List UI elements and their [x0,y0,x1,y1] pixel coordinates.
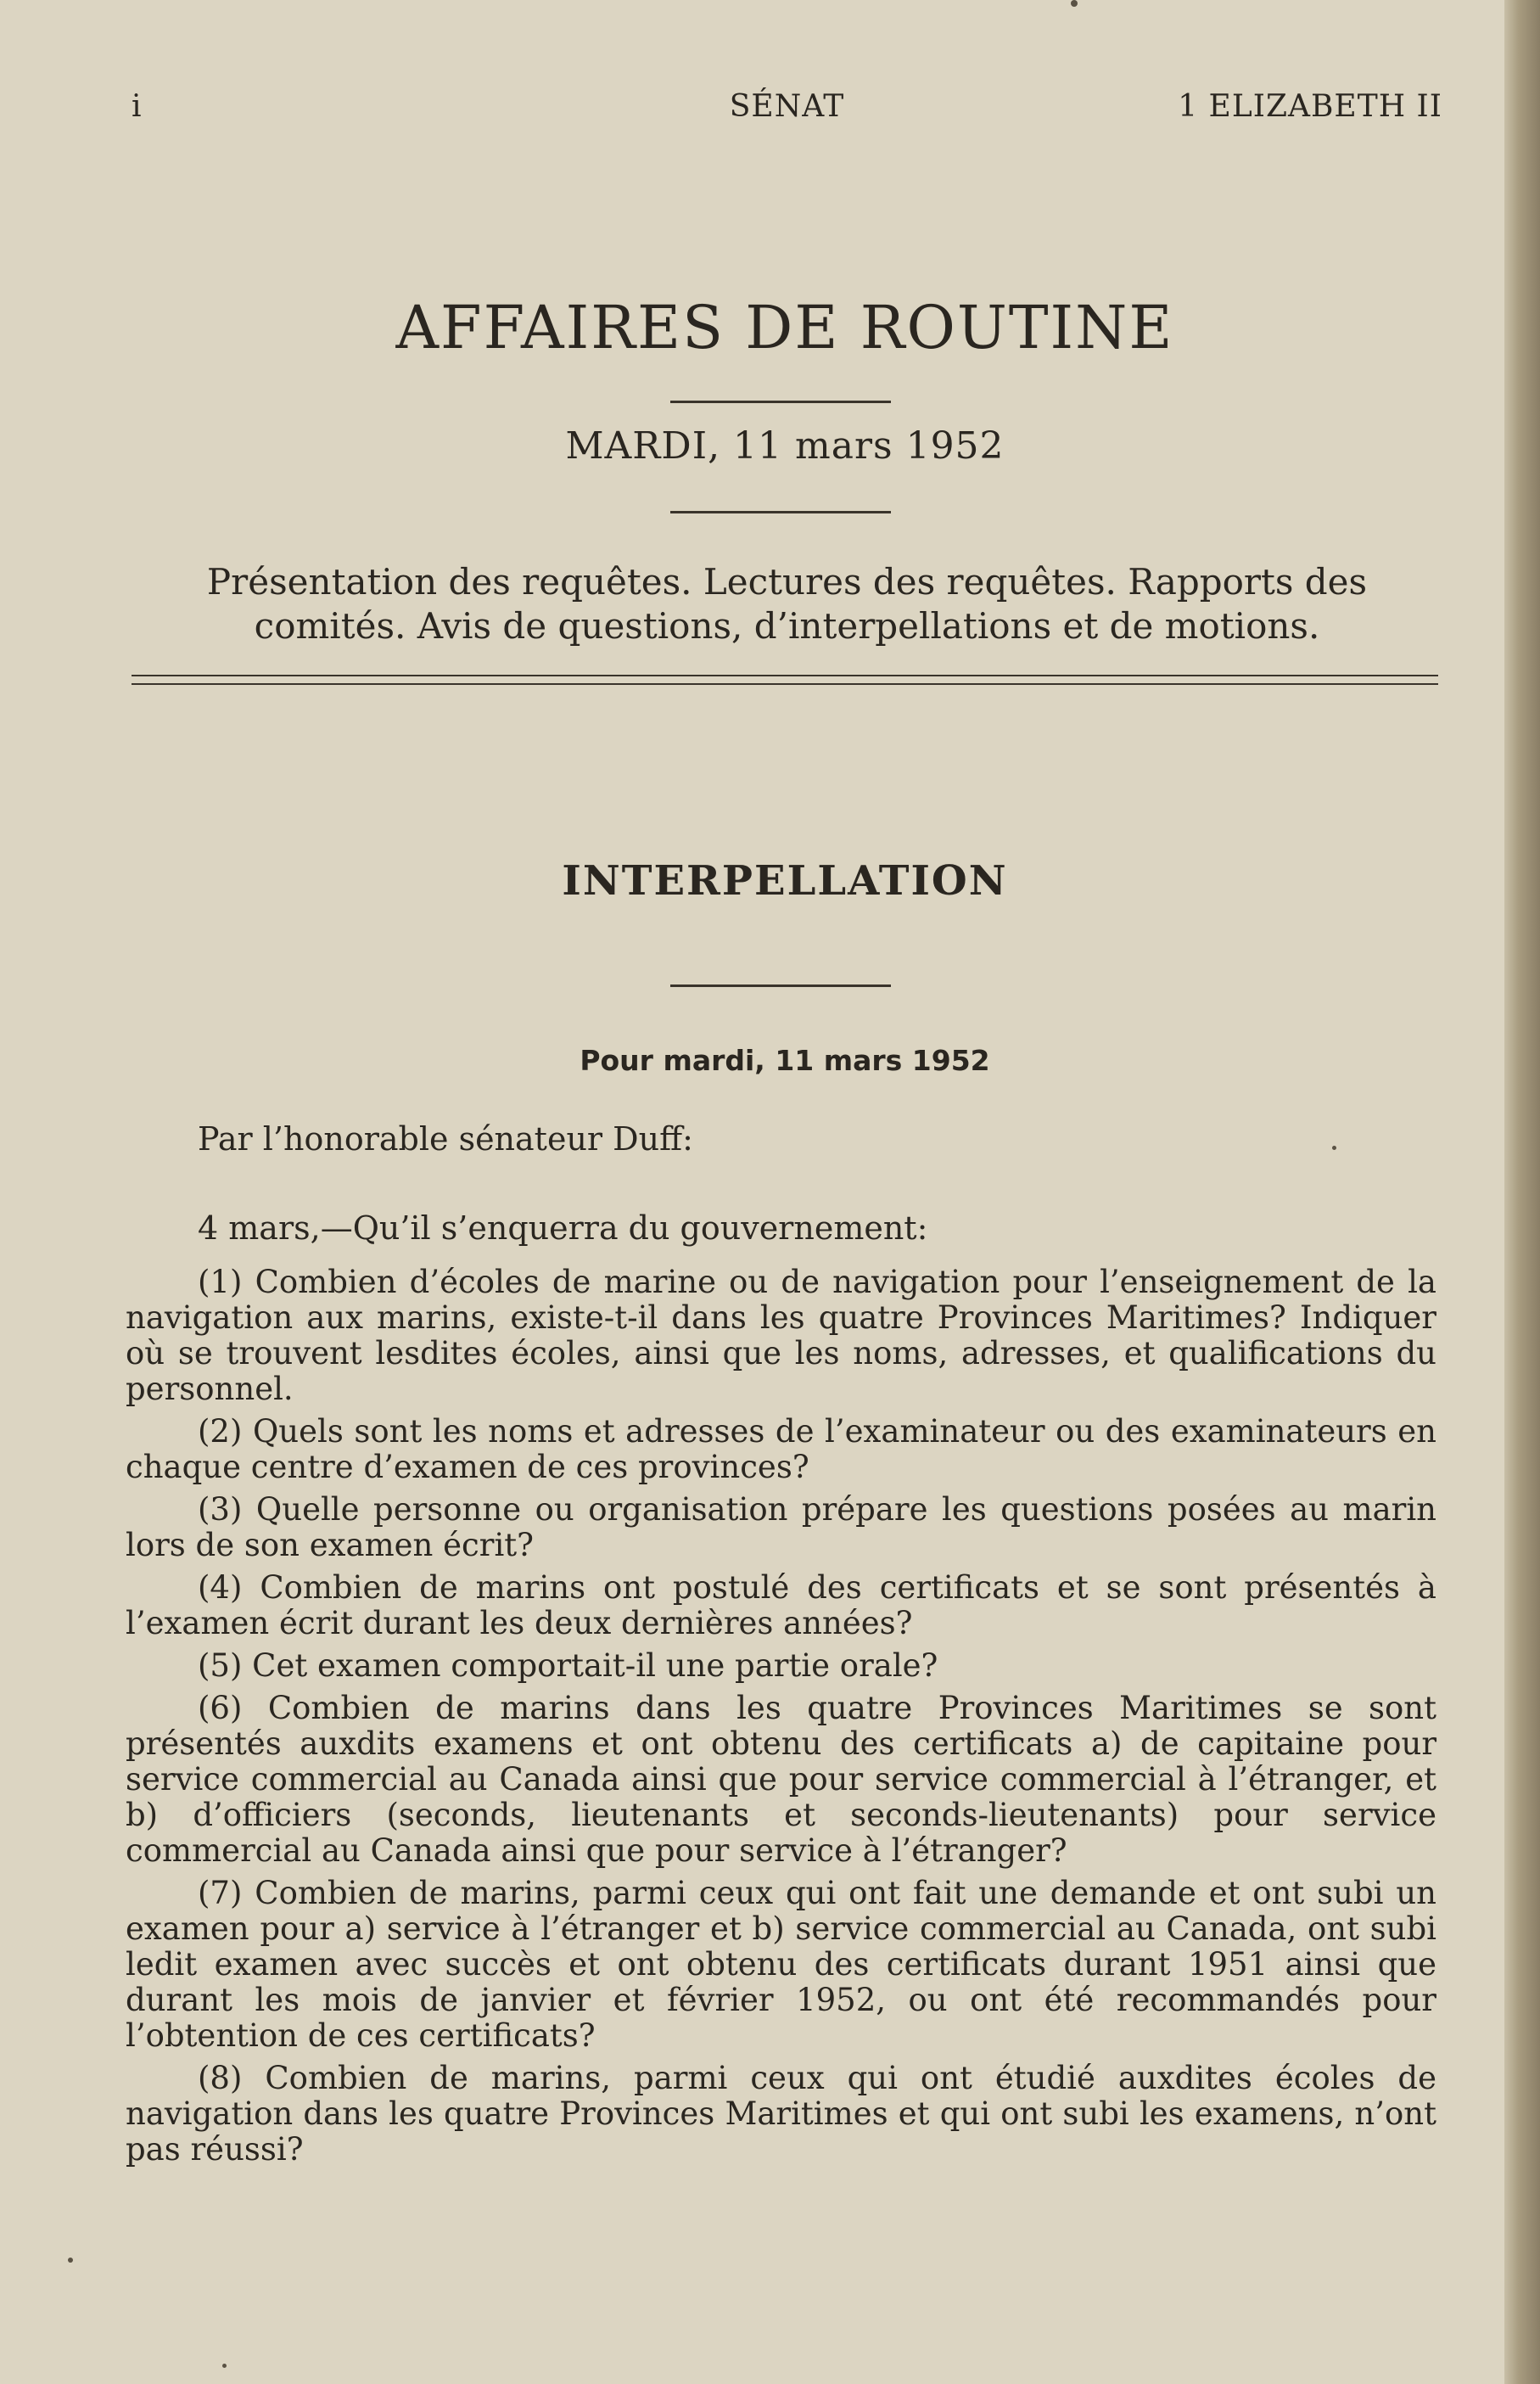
page-number: i [132,89,143,124]
page-title: AFFAIRES DE ROUTINE [395,293,1174,362]
order-of-business: Présentation des requêtes. Lectures des requêtes. Rapports des comités. Avis de questions, d’interpellations et de motions. [206,561,1368,647]
question-item: (5) Cet examen comportait-il une partie orale? [198,1647,938,1684]
question-item: (6) Combien de marins dans les quatre Provinces Maritimes se sont présentés auxdits examens et ont obtenu des certificats a) de capitaine pour service commercial au Canada ainsi que pour service commercial à l’étranger, et b) d’officiers (seconds, lieutenants et seconds-lieutenants) pour service commercial au Canada ainsi que pour service à l’étranger? [126,1690,1436,1869]
senator-by-line: Par l’honorable sénateur Duff: [198,1120,693,1158]
paper-speck [1071,0,1078,7]
divider [670,401,891,403]
question-item: (7) Combien de marins, parmi ceux qui ont fait une demande et ont subi un examen pour a) service à l’étranger et b) service commercial au Canada, ont subi ledit examen avec succès et ont obtenu des certificats durant 1951 ainsi que durant les mois de janvier et février 1952, ou ont été recommandés pour l’obtention de ces certificats? [126,1875,1436,2054]
paper-speck [1332,1146,1336,1150]
paper-speck [222,2364,227,2368]
inquiry-intro: 4 mars,—Qu’il s’enquerra du gouvernement: [198,1209,928,1247]
question-item: (3) Quelle personne ou organisation prépare les questions posées au marin lors de son examen écrit? [126,1491,1436,1563]
question-item: (4) Combien de marins ont postulé des certificats et se sont présentés à l’examen écrit durant les deux dernières années? [126,1569,1436,1641]
section-for-date: Pour mardi, 11 mars 1952 [580,1044,990,1077]
question-item: (8) Combien de marins, parmi ceux qui ont étudié auxdites écoles de navigation dans les quatre Provinces Maritimes et qui ont subi les examens, n’ont pas réussi? [126,2060,1436,2168]
double-divider [132,675,1438,685]
divider [670,511,891,513]
paper-speck [68,2258,73,2263]
section-title: INTERPELLATION [562,857,1008,905]
question-item: (1) Combien d’écoles de marine ou de navigation pour l’enseignement de la navigation aux marins, existe-t-il dans les quatre Provinces Maritimes? Indiquer où se trouvent lesdites écoles, ainsi que les noms, adresses, et qualifications du personnel. [126,1264,1436,1407]
question-list [126,1265,1436,2174]
question-item: (2) Quels sont les noms et adresses de l’examinateur ou des examinateurs en chaque centre d’examen de ces provinces? [126,1413,1436,1485]
divider [670,984,891,987]
running-header [132,89,1442,132]
header-center-title: SÉNAT [729,89,845,124]
sitting-date: MARDI, 11 mars 1952 [565,424,1005,468]
header-regnal-year: 1 ELIZABETH II [1178,89,1442,124]
